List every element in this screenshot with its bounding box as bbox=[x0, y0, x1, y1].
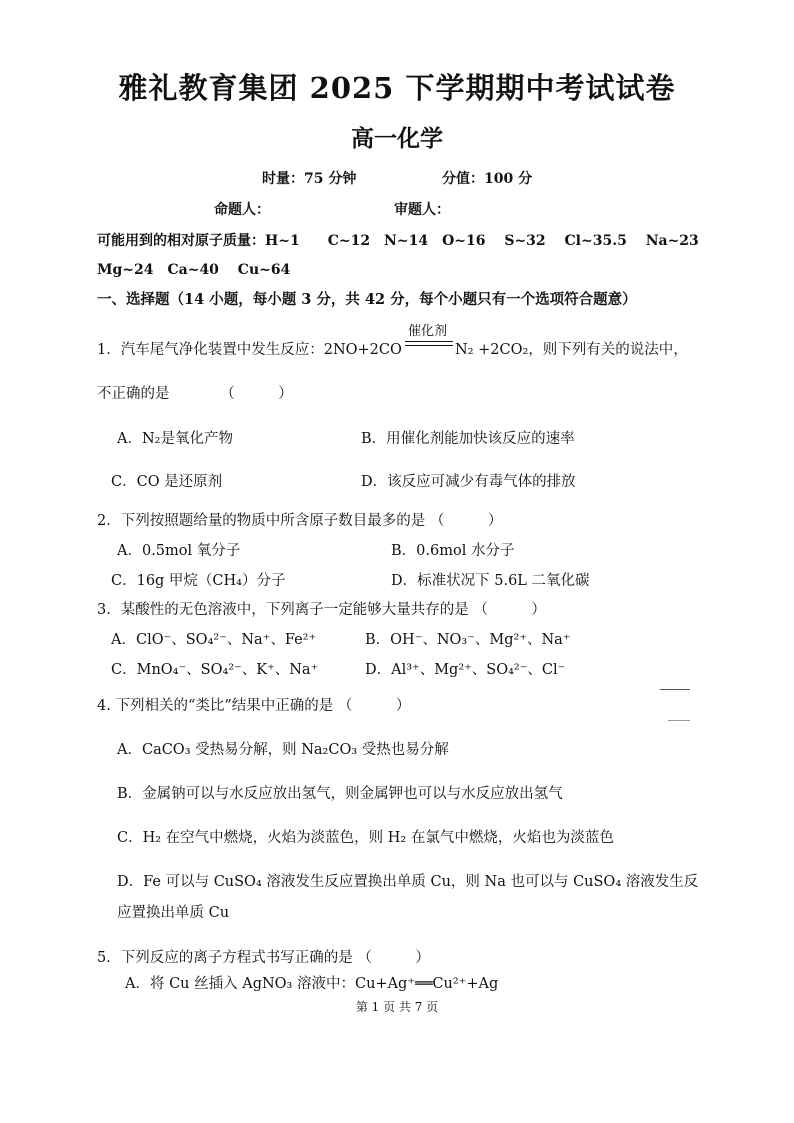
q3-option-b: B．OH⁻、NO₃⁻、Mg²⁺、Na⁺ bbox=[365, 632, 571, 648]
scan-mark bbox=[660, 689, 690, 690]
page-number: 第 1 页 共 7 页 bbox=[355, 1000, 439, 1014]
exam-title: 雅礼教育集团 2025 下学期期中考试试卷 bbox=[118, 71, 676, 105]
q4-option-c: C．H₂ 在空气中燃烧，火焰为淡蓝色，则 H₂ 在氯气中燃烧，火焰也为淡蓝色 bbox=[117, 830, 614, 846]
q4-option-b: B．金属钠可以与水反应放出氢气，则金属钾也可以与水反应放出氢气 bbox=[117, 786, 563, 802]
q1-stem-line-2: 不正确的是 （ ） bbox=[97, 386, 293, 402]
q3-option-d: D．Al³⁺、Mg²⁺、SO₄²⁻、Cl⁻ bbox=[365, 662, 566, 678]
q2-stem: 2．下列按照题给量的物质中所含原子数目最多的是 （ ） bbox=[97, 513, 503, 529]
q1-catalyst-label: 催化剂 bbox=[408, 324, 448, 339]
q1-reaction-arrow-top bbox=[405, 341, 453, 342]
q4-option-d-line-1: D．Fe 可以与 CuSO₄ 溶液发生反应置换出单质 Cu，则 Na 也可以与 CuSO₄ 溶液发生反 bbox=[117, 874, 699, 890]
q4-stem: 4. 下列相关的“类比”结果中正确的是 （ ） bbox=[97, 698, 411, 714]
author-label: 命题人： bbox=[214, 202, 270, 218]
atomic-mass-line-2: Mg~24 Ca~40 Cu~64 bbox=[97, 262, 291, 278]
q4-option-a: A．CaCO₃ 受热易分解，则 Na₂CO₃ 受热也易分解 bbox=[117, 742, 449, 758]
q2-option-b: B．0.6mol 水分子 bbox=[391, 543, 515, 559]
q1-option-b: B．用催化剂能加快该反应的速率 bbox=[361, 431, 575, 447]
subject-title: 高一化学 bbox=[351, 125, 443, 152]
q3-option-c: C．MnO₄⁻、SO₄²⁻、K⁺、Na⁺ bbox=[111, 662, 319, 678]
q2-option-a: A．0.5mol 氧分子 bbox=[117, 543, 241, 559]
scan-mark bbox=[668, 720, 690, 721]
q5-option-a: A．将 Cu 丝插入 AgNO₃ 溶液中：Cu+Ag⁺══Cu²⁺+Ag bbox=[125, 976, 499, 992]
q5-stem: 5．下列反应的离子方程式书写正确的是 （ ） bbox=[97, 950, 430, 966]
q1-reaction-arrow-bottom bbox=[405, 345, 453, 346]
q1-stem-start: 1．汽车尾气净化装置中发生反应：2NO+2CO bbox=[97, 342, 402, 358]
q1-option-c: C．CO 是还原剂 bbox=[111, 474, 223, 490]
exam-score: 分值：100 分 bbox=[442, 171, 533, 187]
q2-option-d: D．标准状况下 5.6L 二氧化碳 bbox=[391, 573, 590, 589]
q4-option-d-line-2: 应置换出单质 Cu bbox=[117, 905, 230, 921]
q1-stem-end: N₂ +2CO₂，则下列有关的说法中， bbox=[455, 342, 688, 358]
q1-option-a: A．N₂是氧化产物 bbox=[117, 431, 233, 447]
section-heading: 一、选择题（14 小题，每小题 3 分，共 42 分，每个小题只有一个选项符合题意） bbox=[97, 291, 637, 308]
q3-option-a: A．ClO⁻、SO₄²⁻、Na⁺、Fe²⁺ bbox=[111, 632, 317, 648]
q3-stem: 3．某酸性的无色溶液中，下列离子一定能够大量共存的是 （ ） bbox=[97, 602, 546, 618]
reviewer-label: 审题人： bbox=[394, 202, 450, 218]
exam-time: 时量：75 分钟 bbox=[262, 171, 357, 187]
atomic-mass-line-1: 可能用到的相对原子质量：H~1 C~12 N~14 O~16 S~32 Cl~35.5 Na~23 bbox=[97, 233, 699, 249]
q2-option-c: C．16g 甲烷（CH₄）分子 bbox=[111, 573, 286, 589]
q1-option-d: D．该反应可减少有毒气体的排放 bbox=[361, 474, 576, 490]
